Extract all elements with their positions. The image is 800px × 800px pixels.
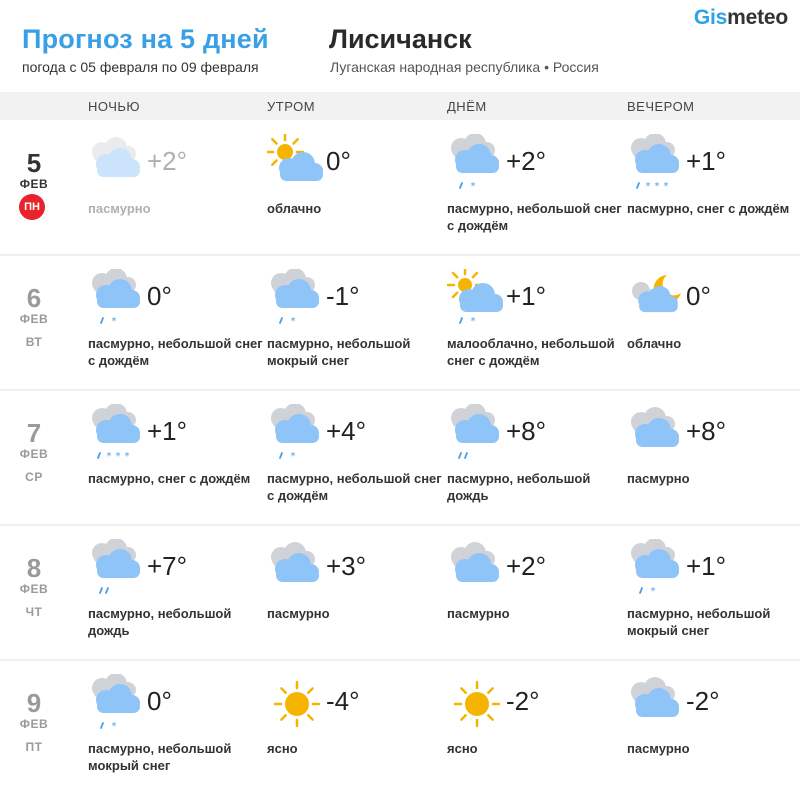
wet-snow-icon xyxy=(88,674,148,734)
forecast-cell[interactable] xyxy=(267,660,447,795)
weather-description: пасмурно, небольшой снег с дождём xyxy=(267,471,442,503)
sleet-icon xyxy=(447,134,507,194)
svg-text:*: * xyxy=(111,316,117,327)
column-day: ДНЁМ xyxy=(447,99,487,114)
light-rain-icon xyxy=(447,404,507,464)
forecast-cell[interactable] xyxy=(267,390,447,525)
forecast-cell[interactable] xyxy=(88,525,268,660)
column-evening: ВЕЧЕРОМ xyxy=(627,99,695,114)
svg-text:*: * xyxy=(470,181,476,192)
svg-text:*: * xyxy=(115,451,121,462)
svg-text:*: * xyxy=(650,586,656,597)
snow-rain-icon xyxy=(627,134,687,194)
light-rain-icon xyxy=(88,539,148,599)
svg-text:*: * xyxy=(124,451,130,462)
forecast-cell[interactable] xyxy=(447,390,627,525)
forecast-cell[interactable] xyxy=(88,120,268,255)
cloudy-day-icon xyxy=(267,134,327,194)
weather-description: пасмурно, небольшой снег с дождём xyxy=(447,201,622,233)
wet-snow-icon xyxy=(267,269,327,329)
weather-description: пасмурно xyxy=(88,201,151,216)
temperature: +8° xyxy=(506,416,547,446)
forecast-cell[interactable] xyxy=(88,390,268,525)
column-night: НОЧЬЮ xyxy=(88,99,141,114)
day-number: 5 xyxy=(26,148,42,178)
forecast-cell[interactable] xyxy=(627,255,800,390)
svg-text:*: * xyxy=(663,181,669,192)
city-name: Лисичанск xyxy=(329,24,472,54)
weather-description: пасмурно xyxy=(447,606,510,621)
forecast-cell[interactable] xyxy=(267,255,447,390)
sleet-icon xyxy=(267,404,327,464)
temperature: +1° xyxy=(506,281,547,311)
temperature: +1° xyxy=(686,551,727,581)
svg-text:*: * xyxy=(290,451,296,462)
temperature: +2° xyxy=(147,146,188,176)
temperature: +1° xyxy=(147,416,188,446)
weather-description: пасмурно xyxy=(267,606,330,621)
overcast-icon xyxy=(627,404,687,464)
weather-description: пасмурно xyxy=(627,471,690,486)
temperature: +4° xyxy=(326,416,367,446)
forecast-cell[interactable] xyxy=(88,660,268,795)
page-header xyxy=(0,0,800,92)
forecast-cell[interactable] xyxy=(267,120,447,255)
weather-description: пасмурно, снег с дождём xyxy=(627,201,790,216)
weather-description: пасмурно, небольшой мокрый снег xyxy=(88,741,232,773)
temperature: 0° xyxy=(147,686,172,716)
month-label: ФЕВ xyxy=(19,717,49,731)
forecast-cell[interactable] xyxy=(447,525,627,660)
region-name: Луганская народная республика • Россия xyxy=(330,59,599,75)
svg-text:*: * xyxy=(290,316,296,327)
forecast-row xyxy=(0,525,800,660)
forecast-cell[interactable] xyxy=(447,660,627,795)
weather-description: облачно xyxy=(267,201,322,216)
weather-description: облачно xyxy=(627,336,682,351)
weather-description: пасмурно, небольшой дождь xyxy=(447,471,591,503)
date-range-subtitle: погода с 05 февраля по 09 февраля xyxy=(22,59,259,75)
day-number: 7 xyxy=(26,418,42,448)
day-number: 8 xyxy=(26,553,42,583)
temperature: -4° xyxy=(326,686,360,716)
day-number: 6 xyxy=(26,283,42,313)
wet-snow-icon xyxy=(627,539,687,599)
weather-description: пасмурно, небольшой дождь xyxy=(88,606,232,638)
forecast-row xyxy=(0,390,800,525)
temperature: +1° xyxy=(686,146,727,176)
sleet-icon xyxy=(88,269,148,329)
forecast-row xyxy=(0,660,800,795)
forecast-cell[interactable] xyxy=(627,120,800,255)
svg-text:*: * xyxy=(654,181,660,192)
forecast-cell[interactable] xyxy=(627,660,800,795)
forecast-cell[interactable] xyxy=(447,255,627,390)
page-title: Прогноз на 5 дней xyxy=(22,24,269,54)
svg-text:*: * xyxy=(111,721,117,732)
svg-text:*: * xyxy=(106,451,112,462)
month-label: ФЕВ xyxy=(19,312,49,326)
temperature: +2° xyxy=(506,551,547,581)
weekday-label: ПТ xyxy=(25,740,43,754)
weather-description: пасмурно, небольшой мокрый снег xyxy=(267,336,411,368)
temperature: +2° xyxy=(506,146,547,176)
weather-description: пасмурно xyxy=(627,741,690,756)
overcast-icon xyxy=(627,674,687,734)
temperature: -1° xyxy=(326,281,360,311)
temperature: 0° xyxy=(147,281,172,311)
forecast-row xyxy=(0,120,800,255)
overcast-icon xyxy=(267,539,327,599)
sun-cloud-sleet-icon xyxy=(447,269,507,329)
temperature: +3° xyxy=(326,551,367,581)
temperature: 0° xyxy=(326,146,351,176)
weather-description: пасмурно, небольшой мокрый снег xyxy=(627,606,771,638)
weather-description: малооблачно, небольшой снег с дождём xyxy=(447,336,615,368)
weather-description: пасмурно, снег с дождём xyxy=(88,471,251,486)
weekday-label: СР xyxy=(25,470,43,484)
today-weekday-badge: ПН xyxy=(19,194,45,220)
temperature: 0° xyxy=(686,281,711,311)
forecast-cell[interactable] xyxy=(447,120,627,255)
cloudy-night-icon xyxy=(627,269,687,329)
forecast-cell[interactable] xyxy=(88,255,268,390)
svg-text:*: * xyxy=(470,316,476,327)
sun-icon xyxy=(447,674,507,734)
day-number: 9 xyxy=(26,688,42,718)
temperature: +7° xyxy=(147,551,188,581)
temperature: +8° xyxy=(686,416,727,446)
month-label: ФЕВ xyxy=(19,177,49,191)
column-morning: УТРОМ xyxy=(267,99,316,114)
weather-description: пасмурно, небольшой снег с дождём xyxy=(88,336,263,368)
forecast-row xyxy=(0,255,800,390)
month-label: ФЕВ xyxy=(19,447,49,461)
weather-description: ясно xyxy=(447,741,478,756)
overcast-icon xyxy=(447,539,507,599)
weekday-label: ВТ xyxy=(25,335,43,349)
weather-description: ясно xyxy=(267,741,298,756)
forecast-cell[interactable] xyxy=(627,525,800,660)
forecast-cell[interactable] xyxy=(627,390,800,525)
snow-rain-icon xyxy=(88,404,148,464)
temperature: -2° xyxy=(686,686,720,716)
column-header-bar xyxy=(0,92,800,120)
forecast-cell[interactable] xyxy=(267,525,447,660)
overcast-icon xyxy=(88,134,148,194)
svg-text:*: * xyxy=(645,181,651,192)
weekday-label: ЧТ xyxy=(25,605,43,619)
temperature: -2° xyxy=(506,686,540,716)
month-label: ФЕВ xyxy=(19,582,49,596)
sun-icon xyxy=(267,674,327,734)
gismeteo-logo[interactable]: Gismeteo xyxy=(693,6,788,29)
